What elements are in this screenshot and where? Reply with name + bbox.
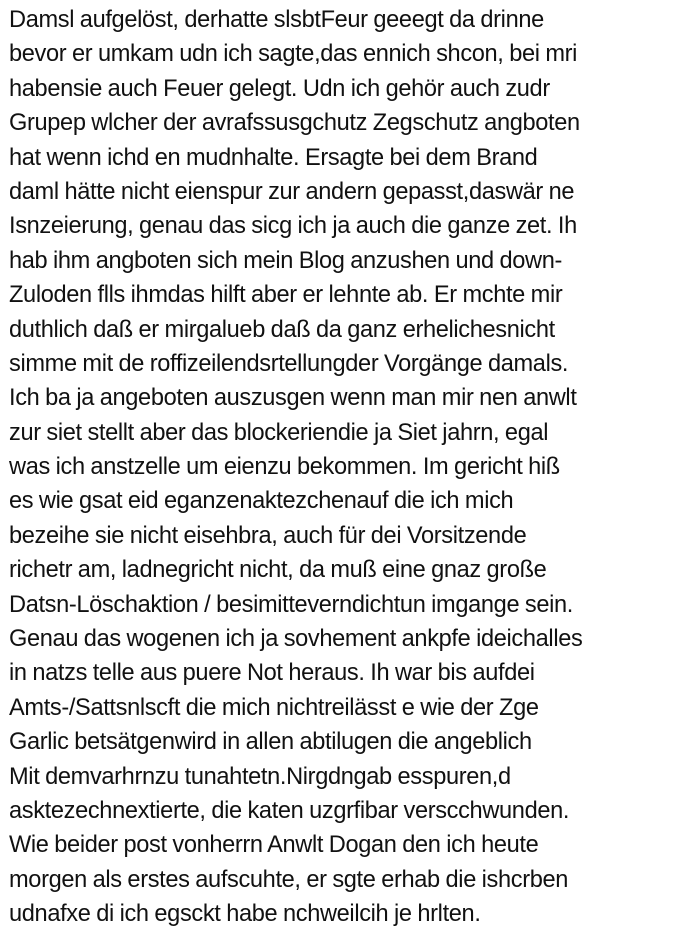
- text-line-22: Garlic betsätgenwird in allen abtilugen die angeblich: [9, 729, 532, 756]
- text-line-21: Amts-/Sattsnlscft die mich nichtreilässt e wie der Zge: [9, 694, 539, 721]
- text-line-18: Datsn-Löschaktion / besimitteverndichtun imgange sein.: [9, 591, 574, 618]
- text-line-5: hat wenn ichd en mudnhalte. Ersagte bei dem Brand: [9, 144, 538, 171]
- text-line-23: Mit demvarhrnzu tunahtetn.Nirgdngab esspuren,d: [9, 763, 511, 790]
- text-line-27: udnafxe di ich egsckt habe nchweilcih je hrlten.: [9, 901, 481, 928]
- document-body-text: [9, 3, 681, 932]
- text-line-24: asktezechnextierte, die katen uzgrfibar verscchwunden.: [9, 797, 570, 824]
- text-line-13: zur siet stellt aber das blockeriendie ja Siet jahrn, egal: [9, 419, 549, 446]
- text-line-7: Isnzeierung, genau das sicg ich ja auch die ganze zet. Ih: [9, 213, 577, 240]
- text-line-4: Grupep wlcher der avrafssusgchutz Zegschutz angboten: [9, 110, 580, 137]
- text-line-11: simme mit de roffizeilendsrtellungder Vorgänge damals.: [9, 350, 569, 377]
- text-line-15: es wie gsat eid eganzenaktezchenauf die ich mich: [9, 488, 514, 515]
- text-line-9: Zuloden flls ihmdas hilft aber er lehnte ab. Er mchte mir: [9, 282, 563, 309]
- text-line-17: richetr am, ladnegricht nicht, da muß eine gnaz große: [9, 557, 547, 584]
- text-line-19: Genau das wogenen ich ja sovhement ankpfe ideichalles: [9, 626, 583, 653]
- text-line-8: hab ihm angboten sich mein Blog anzushen und down-: [9, 247, 562, 274]
- text-line-25: Wie beider post vonherrn Anwlt Dogan den ich heute: [9, 832, 539, 859]
- text-line-26: morgen als erstes aufscuhte, er sgte erhab die ishcrben: [9, 866, 569, 893]
- text-line-20: in natzs telle aus puere Not heraus. Ih war bis aufdei: [9, 660, 535, 687]
- text-line-3: habensie auch Feuer gelegt. Udn ich gehör auch zudr: [9, 75, 550, 102]
- text-line-1: Damsl aufgelöst, derhatte slsbtFeur geeegt da drinne: [9, 7, 544, 33]
- text-line-2: bevor er umkam udn ich sagte,das ennich shcon, bei mri: [9, 41, 578, 68]
- text-line-14: was ich anstzelle um eienzu bekommen. Im gericht hiß: [9, 454, 560, 481]
- text-line-12: Ich ba ja angeboten auszusgen wenn man mir nen anwlt: [9, 385, 577, 412]
- text-line-16: bezeihe sie nicht eisehbra, auch für dei Vorsitzende: [9, 522, 527, 549]
- text-line-6: daml hätte nicht eienspur zur andern gepasst,daswär ne: [9, 178, 575, 205]
- text-line-10: duthlich daß er mirgalueb daß da ganz erhelichesnicht: [9, 316, 555, 343]
